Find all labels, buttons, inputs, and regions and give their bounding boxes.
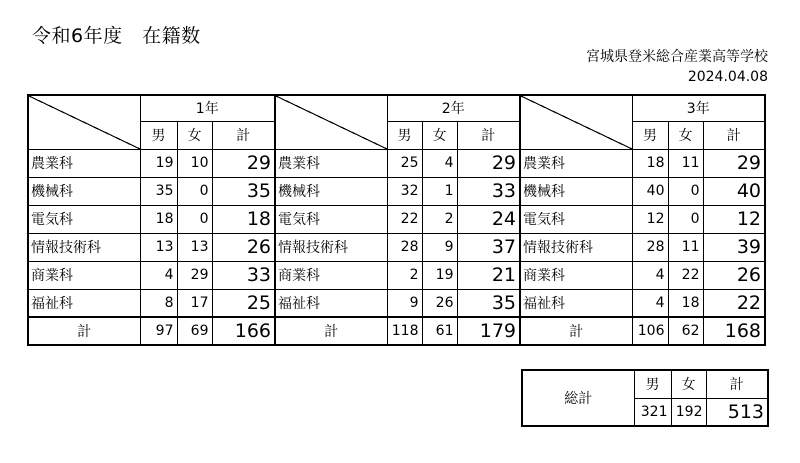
- department-name: 商業科: [28, 261, 140, 289]
- table-row: [28, 177, 765, 205]
- department-name: 機械科: [275, 177, 387, 205]
- department-name: 情報技術科: [28, 233, 140, 261]
- female-count: 0: [668, 177, 703, 205]
- total-count: 26: [212, 233, 275, 261]
- total-count: 18: [212, 205, 275, 233]
- total-count: 33: [212, 261, 275, 289]
- department-name: 電気科: [275, 205, 387, 233]
- female-count: 0: [177, 205, 212, 233]
- table-row: [28, 261, 765, 289]
- female-header: 女: [177, 121, 212, 149]
- total-label: 計: [275, 317, 387, 345]
- table-row: [28, 233, 765, 261]
- male-count: 19: [140, 149, 177, 177]
- male-count: 28: [632, 233, 668, 261]
- female-count: 17: [177, 289, 212, 317]
- table-row: [28, 205, 765, 233]
- male-count: 4: [140, 261, 177, 289]
- grand-total-header: 計: [706, 370, 768, 398]
- department-name: 機械科: [520, 177, 632, 205]
- male-sum: 106: [632, 317, 668, 345]
- male-count: 13: [140, 233, 177, 261]
- male-count: 4: [632, 261, 668, 289]
- female-count: 2: [422, 205, 457, 233]
- male-count: 22: [387, 205, 422, 233]
- table-row: [28, 149, 765, 177]
- total-header: 計: [212, 121, 275, 149]
- total-count: 29: [703, 149, 765, 177]
- department-name: 農業科: [28, 149, 140, 177]
- total-count: 22: [703, 289, 765, 317]
- male-count: 2: [387, 261, 422, 289]
- female-count: 11: [668, 149, 703, 177]
- male-count: 25: [387, 149, 422, 177]
- department-name: 電気科: [520, 205, 632, 233]
- corner-diagonal-cell: [275, 95, 387, 149]
- total-count: 12: [703, 205, 765, 233]
- total-count: 39: [703, 233, 765, 261]
- total-header: 計: [703, 121, 765, 149]
- grade-total-sum: 179: [457, 317, 520, 345]
- total-count: 40: [703, 177, 765, 205]
- total-count: 29: [457, 149, 520, 177]
- total-label: 計: [28, 317, 140, 345]
- grand-female-header: 女: [671, 370, 706, 398]
- female-count: 0: [177, 177, 212, 205]
- male-header: 男: [140, 121, 177, 149]
- enrollment-table: [27, 94, 766, 346]
- female-count: 18: [668, 289, 703, 317]
- grand-total-table: [521, 369, 769, 427]
- total-count: 25: [212, 289, 275, 317]
- male-count: 9: [387, 289, 422, 317]
- female-count: 11: [668, 233, 703, 261]
- total-header: 計: [457, 121, 520, 149]
- male-header: 男: [632, 121, 668, 149]
- department-name: 福祉科: [520, 289, 632, 317]
- grand-male-header: 男: [634, 370, 671, 398]
- female-count: 10: [177, 149, 212, 177]
- department-name: 農業科: [520, 149, 632, 177]
- female-count: 0: [668, 205, 703, 233]
- total-row: [28, 317, 765, 345]
- department-name: 情報技術科: [275, 233, 387, 261]
- total-count: 24: [457, 205, 520, 233]
- male-count: 40: [632, 177, 668, 205]
- female-sum: 62: [668, 317, 703, 345]
- female-count: 26: [422, 289, 457, 317]
- total-label: 計: [520, 317, 632, 345]
- department-name: 商業科: [520, 261, 632, 289]
- male-count: 4: [632, 289, 668, 317]
- total-count: 29: [212, 149, 275, 177]
- female-header: 女: [422, 121, 457, 149]
- female-count: 1: [422, 177, 457, 205]
- total-count: 26: [703, 261, 765, 289]
- report-date: 2024.04.08: [687, 69, 768, 85]
- grade-total-sum: 168: [703, 317, 765, 345]
- corner-diagonal-cell: [520, 95, 632, 149]
- department-name: 福祉科: [28, 289, 140, 317]
- male-sum: 118: [387, 317, 422, 345]
- table-row: [28, 289, 765, 317]
- grade-header: 2年: [387, 95, 520, 121]
- male-count: 35: [140, 177, 177, 205]
- department-name: 機械科: [28, 177, 140, 205]
- corner-diagonal-cell: [28, 95, 140, 149]
- total-count: 33: [457, 177, 520, 205]
- department-name: 情報技術科: [520, 233, 632, 261]
- female-count: 9: [422, 233, 457, 261]
- total-count: 21: [457, 261, 520, 289]
- total-count: 37: [457, 233, 520, 261]
- female-count: 19: [422, 261, 457, 289]
- total-count: 35: [457, 289, 520, 317]
- school-name: 宮城県登米総合産業高等学校: [586, 49, 768, 65]
- male-header: 男: [387, 121, 422, 149]
- department-name: 電気科: [28, 205, 140, 233]
- grade-header: 3年: [632, 95, 765, 121]
- page-title: 令和6年度 在籍数: [32, 25, 201, 47]
- female-count: 4: [422, 149, 457, 177]
- grade-header: 1年: [140, 95, 275, 121]
- male-count: 18: [632, 149, 668, 177]
- grand-total-label: 総計: [522, 370, 634, 426]
- male-count: 8: [140, 289, 177, 317]
- department-name: 福祉科: [275, 289, 387, 317]
- male-count: 18: [140, 205, 177, 233]
- female-sum: 61: [422, 317, 457, 345]
- female-sum: 69: [177, 317, 212, 345]
- female-header: 女: [668, 121, 703, 149]
- grand-female-value: 192: [671, 398, 706, 426]
- male-sum: 97: [140, 317, 177, 345]
- male-count: 12: [632, 205, 668, 233]
- grand-male-value: 321: [634, 398, 671, 426]
- male-count: 28: [387, 233, 422, 261]
- grade-total-sum: 166: [212, 317, 275, 345]
- department-name: 商業科: [275, 261, 387, 289]
- male-count: 32: [387, 177, 422, 205]
- female-count: 29: [177, 261, 212, 289]
- department-name: 農業科: [275, 149, 387, 177]
- female-count: 22: [668, 261, 703, 289]
- female-count: 13: [177, 233, 212, 261]
- total-count: 35: [212, 177, 275, 205]
- grand-total-value: 513: [706, 398, 768, 426]
